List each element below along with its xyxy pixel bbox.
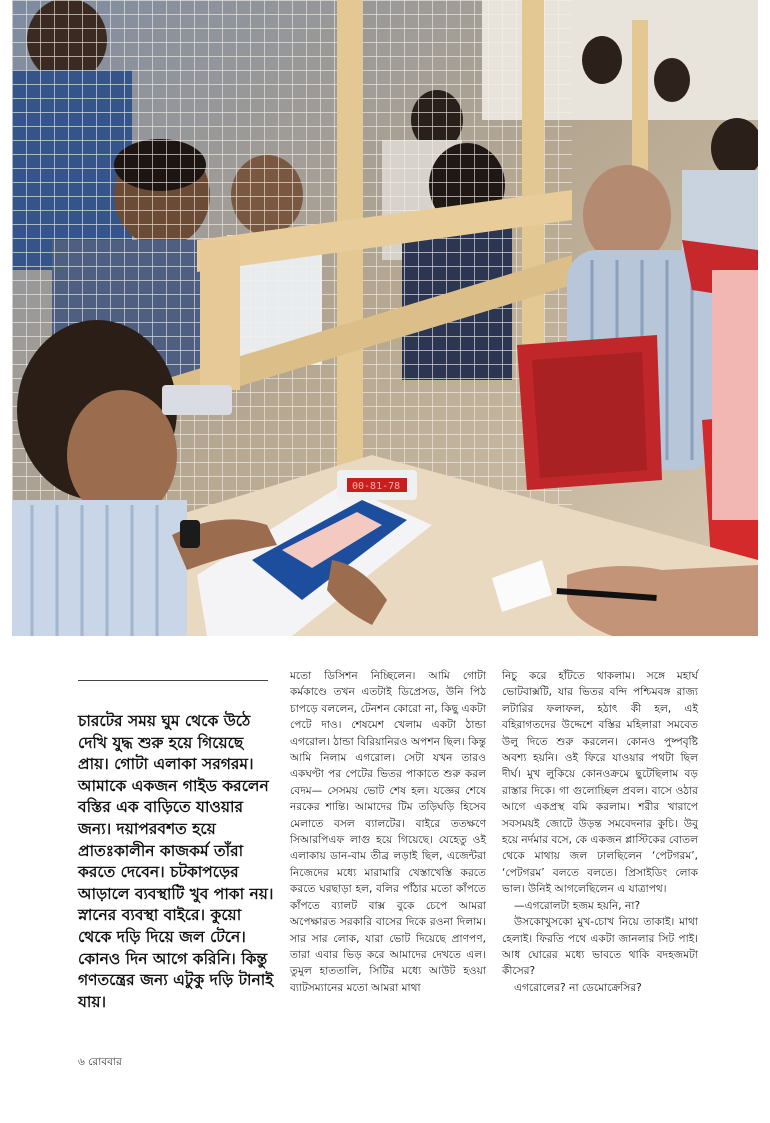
counting-hall-photo <box>12 0 758 636</box>
column-3-paragraph-2: —এগরোলটা হজম হয়নি, না? <box>514 899 641 912</box>
article-column-2 <box>290 668 486 996</box>
article-column-3 <box>502 668 698 996</box>
column-3-paragraph-3: উসকোখুসকো মুখ-চোখ নিয়ে তাকাই। মাথা হেলাই। ফিরতি পথে একটা জানলার সিট পাই। আধ ঘোরের মধ্যে ভাবতে থাকি বদহজমটা কীসের? <box>502 916 698 978</box>
evm-display-text: 00-81-78 <box>352 481 401 492</box>
column-rule <box>78 680 268 681</box>
lead-text: চারটের সময় ঘুম থেকে উঠে দেখি যুদ্ধ শুরু হয়ে গিয়েছে প্রায়। গোটা এলাকা সরগরম। আমাকে একজন গাইড করলেন বস্তির এক বাড়িতে যাওয়ার জন্য। দয়াপরবশত হয়ে প্রাতঃকালীন কাজকর্ম তাঁরা করতে দেবেন। চটকাপড়ের আড়ালে ব্যবস্থাটি খুব পাকা নয়। স্নানের ব্যবস্থা বাইরে। কুয়ো থেকে দড়ি দিয়ে জল টেনে। কোনও দিন আগে করিনি। কিন্তু গণতন্ত্রের জন্য এটুকু দড়ি টানাই যায়। <box>78 712 274 1011</box>
page-folio: ৬ রোববার <box>78 1056 122 1068</box>
lead-paragraph <box>78 711 274 1013</box>
column-3-paragraph-1: নিচু করে হাঁটতে থাকলাম। সঙ্গে মহার্ঘ ভোটবাক্সটি, যার ভিতর বন্দি পশ্চিমবঙ্গ রাজ্য লটারির ফলাফল, হঠাৎ কী হল, এই বহিরাগতদের উদ্দেশে বস্তির মহিলারা সমবেত উলু দিতে শুরু করলেন। কোনও পুষ্পবৃষ্টি অবশ্য হয়নি। ওই ফিরে যাওয়ার পথটা ছিল দীর্ঘ। মুখ লুকিয়ে কোনওক্রমে ছুটেছিলাম বড় রাস্তার দিকে। গা গুলোচ্ছিল প্রবল। বাসে ওঠার আগে একপ্রস্থ বমি করলাম। শরীর খারাপে সবসময়ই জোটে উড়ন্ত সমবেদনার কুচি। উবু হয়ে নর্দমার বসে, কে একজন প্লাস্টিকের বোতল থেকে মাথায় জল ঢালছিলেন ‘পেটগরম’, ‘পেটগরম’ বলতে বলতে। প্রিসাইডিং লোক ভাল। উনিই আগলেছিলেন এ যাত্রাপথ। <box>502 670 698 896</box>
column-3-paragraph-4: এগরোলের? না ডেমোক্রেসির? <box>514 981 642 994</box>
column-2-text: মতো ডিসিশন নিচ্ছিলেন। আমি গোটা কর্মকাণ্ডে তখন এতটাই ডিপ্রেসড, উনি পিঠ চাপড়ে বললেন, টেনশন কোরো না, কিছু একটা পেটে দাও। শেষমেশ খেলাম একটা ঠান্ডা এগরোল। ঠান্ডা বিরিয়ানিরও অপশন ছিল। কিন্তু আমি নিলাম এগরোল। সেটা যখন তারও একঘণ্টা পর পেটের ভিতর পাকাতে শুরু করল বেদম— সেসময় ভোট শেষ হল। যজ্ঞের শেষে নরকের শান্তি। আমাদের টিম তড়িঘড়ি হিসেব মেলাতে বসল ব্যালটের। বাইরে ততক্ষণে সিআরপিএফ লাগু হয়ে গিয়েছে। যেহেতু ওই এলাকায় ডান-বাম তীব্র লড়াই ছিল, এজেন্টরা নিজেদের মধ্যে মারামারি খেস্তাখেস্তি করতে করতে ঘরছাড়া হল, বলির পাঁঠার মতো কাঁপতে কাঁপতে ব্যালট বাক্স বুকে চেপে আমরা অপেক্ষারত সরকারি বাসের দিকে রওনা দিলাম। সার সার লোক, যারা ভোট দিয়েছে প্রাণপণ, তারা এবার ভিড় করে আমাদের দেখতে এল। তুমুল হাততালি, সিটির মধ্যে আউট হওয়া ব্যাটসম্যানের মতো আমরা মাথা <box>290 670 486 994</box>
